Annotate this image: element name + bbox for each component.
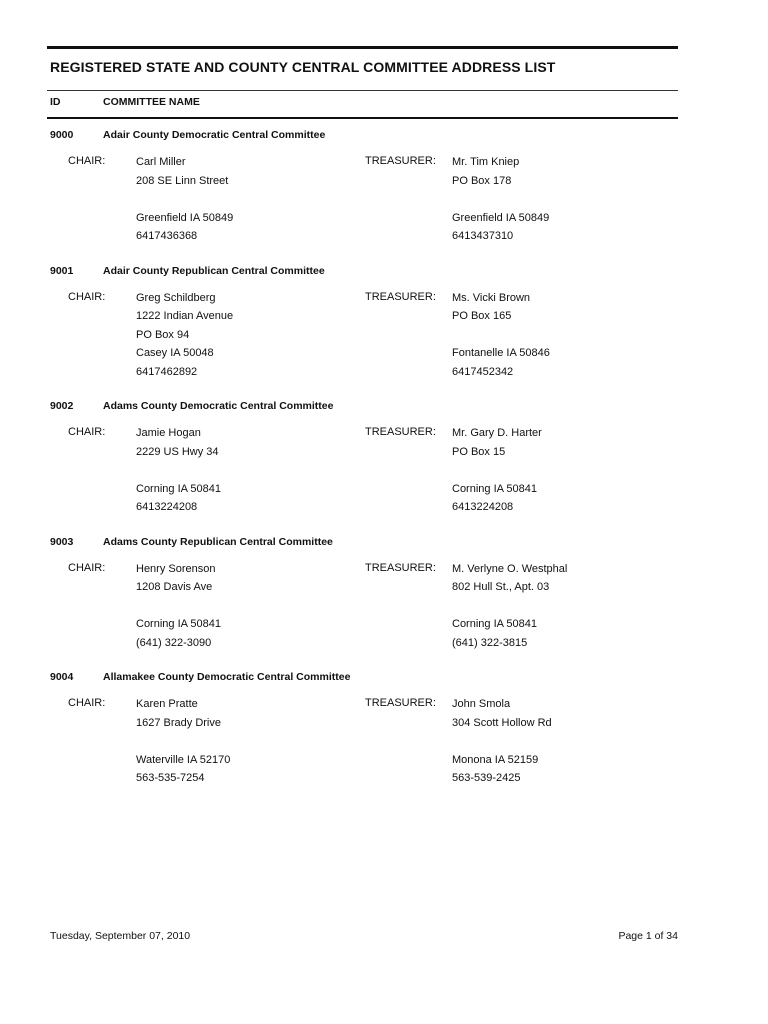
treasurer-phone: (641) 322-3815 xyxy=(452,636,528,649)
chair-city-state-zip: Corning IA 50841 xyxy=(136,618,222,631)
treasurer-name: John Smola xyxy=(452,698,511,710)
treasurer-address-line xyxy=(452,463,672,482)
treasurer-city-state-zip: Corning IA 50841 xyxy=(452,618,538,631)
chair-address-line: 1208 Davis Ave xyxy=(136,581,213,594)
chair-phone: 6413224208 xyxy=(136,501,198,514)
chair-address xyxy=(136,426,356,519)
chair-city-state-zip: Corning IA 50841 xyxy=(136,482,222,495)
chair-address xyxy=(136,562,356,655)
committee-entry xyxy=(47,398,678,534)
chair-name: Henry Sorenson xyxy=(136,562,216,575)
column-header-name: COMMITTEE NAME xyxy=(103,96,200,108)
chair-name: Carl Miller xyxy=(136,156,186,168)
chair-address-line xyxy=(136,192,356,211)
chair-address-line xyxy=(136,734,356,753)
committee-name: Adams County Democratic Central Committee xyxy=(103,400,334,412)
treasurer-address-line: PO Box 165 xyxy=(452,310,512,323)
chair-label: CHAIR: xyxy=(68,290,106,303)
committee-name: Adams County Republican Central Committee xyxy=(103,535,333,548)
header-divider xyxy=(47,117,678,119)
page-number: Page 1 of 34 xyxy=(618,930,678,942)
treasurer-address xyxy=(452,155,672,248)
committee-id: 9001 xyxy=(50,264,74,277)
chair-address-line: PO Box 94 xyxy=(136,328,190,341)
committee-id: 9002 xyxy=(50,400,74,412)
chair-label: CHAIR: xyxy=(68,561,106,574)
treasurer-label: TREASURER: xyxy=(365,697,436,709)
document-page xyxy=(47,46,678,1006)
chair-name: Greg Schildberg xyxy=(136,291,216,304)
chair-city-state-zip: Waterville IA 52170 xyxy=(136,753,231,766)
chair-address-line: 1222 Indian Avenue xyxy=(136,310,234,323)
treasurer-name: Mr. Tim Kniep xyxy=(452,156,520,168)
chair-address-line: 2229 US Hwy 34 xyxy=(136,445,219,458)
committee-entry xyxy=(47,127,678,263)
chair-label: CHAIR: xyxy=(68,155,106,167)
title-divider xyxy=(47,90,678,91)
chair-phone: 563-535-7254 xyxy=(136,772,205,785)
chair-city-state-zip: Greenfield IA 50849 xyxy=(136,211,234,224)
chair-address xyxy=(136,697,356,790)
treasurer-phone: 6417452342 xyxy=(452,365,514,378)
committee-name: Adair County Democratic Central Committee xyxy=(103,129,326,141)
treasurer-name: Mr. Gary D. Harter xyxy=(452,427,542,439)
treasurer-city-state-zip: Monona IA 52159 xyxy=(452,753,539,766)
top-rule xyxy=(47,46,678,49)
footer-date: Tuesday, September 07, 2010 xyxy=(50,930,191,942)
treasurer-label: TREASURER: xyxy=(365,426,436,438)
chair-address xyxy=(136,291,356,384)
treasurer-phone: 563-539-2425 xyxy=(452,772,521,785)
committee-id: 9003 xyxy=(50,535,74,548)
committee-name: Allamakee County Democratic Central Committee xyxy=(103,671,351,683)
treasurer-city-state-zip: Greenfield IA 50849 xyxy=(452,211,550,224)
committee-entry xyxy=(47,669,678,805)
committee-entry xyxy=(47,263,678,399)
treasurer-name: M. Verlyne O. Westphal xyxy=(452,562,568,575)
treasurer-address-line xyxy=(452,192,672,211)
treasurer-name: Ms. Vicki Brown xyxy=(452,291,531,304)
treasurer-label: TREASURER: xyxy=(365,290,436,303)
treasurer-city-state-zip: Fontanelle IA 50846 xyxy=(452,347,550,360)
committee-id: 9000 xyxy=(50,129,74,141)
chair-address-line xyxy=(136,599,356,618)
treasurer-address-line xyxy=(452,734,672,753)
treasurer-label: TREASURER: xyxy=(365,155,436,167)
chair-address-line xyxy=(136,463,356,482)
chair-phone: 6417436368 xyxy=(136,230,198,243)
chair-label: CHAIR: xyxy=(68,426,106,438)
committee-name: Adair County Republican Central Committee xyxy=(103,264,325,277)
chair-name: Jamie Hogan xyxy=(136,427,201,439)
committee-entry xyxy=(47,534,678,670)
treasurer-label: TREASURER: xyxy=(365,561,436,574)
chair-name: Karen Pratte xyxy=(136,698,198,710)
chair-address xyxy=(136,155,356,248)
treasurer-address xyxy=(452,291,672,384)
treasurer-phone: 6413437310 xyxy=(452,230,514,243)
treasurer-address-line: 304 Scott Hollow Rd xyxy=(452,716,552,729)
page-title: REGISTERED STATE AND COUNTY CENTRAL COMMITTEE ADDRESS LIST xyxy=(50,59,556,75)
treasurer-address-line xyxy=(452,328,672,347)
column-header-id: ID xyxy=(50,96,61,108)
treasurer-address-line xyxy=(452,599,672,618)
chair-label: CHAIR: xyxy=(68,697,106,709)
treasurer-address xyxy=(452,562,672,655)
chair-address-line: 1627 Brady Drive xyxy=(136,716,221,729)
committee-id: 9004 xyxy=(50,671,74,683)
chair-phone: (641) 322-3090 xyxy=(136,636,212,649)
treasurer-address-line: PO Box 15 xyxy=(452,445,506,458)
chair-phone: 6417462892 xyxy=(136,365,198,378)
treasurer-address xyxy=(452,426,672,519)
treasurer-phone: 6413224208 xyxy=(452,501,514,514)
chair-address-line: 208 SE Linn Street xyxy=(136,174,229,187)
chair-city-state-zip: Casey IA 50048 xyxy=(136,347,214,360)
committee-list xyxy=(47,127,678,805)
treasurer-address-line: 802 Hull St., Apt. 03 xyxy=(452,581,550,594)
treasurer-address-line: PO Box 178 xyxy=(452,174,512,187)
treasurer-address xyxy=(452,697,672,790)
treasurer-city-state-zip: Corning IA 50841 xyxy=(452,482,538,495)
